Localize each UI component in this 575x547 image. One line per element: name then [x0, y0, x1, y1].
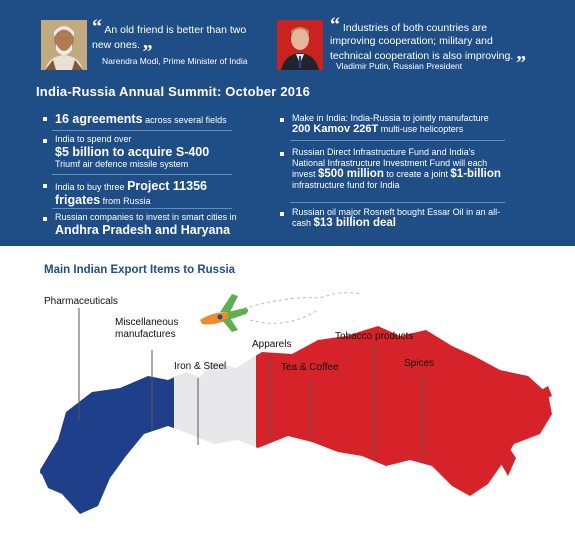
export-label-iron-steel: Iron & Steel: [174, 361, 227, 372]
open-quote-icon: “: [330, 14, 340, 36]
airplane-icon: [198, 290, 250, 334]
fact-smart-cities: Russian companies to invest in smart cities in Andhra Pradesh and Haryana: [55, 212, 237, 237]
fact-s400: India to spend over $5 billion to acquire S-400 Triumf air defence missile system: [55, 134, 210, 169]
bullet-icon: [43, 184, 47, 188]
bullet-icon: [43, 139, 47, 143]
bullet-icon: [43, 117, 47, 121]
bullet-icon: [280, 212, 284, 216]
summit-banner: [0, 0, 575, 246]
russia-flag-map: [0, 280, 575, 547]
export-label-misc-manufactures: Miscellaneous manufactures: [115, 317, 179, 340]
divider: [52, 130, 232, 131]
export-label-apparels: Apparels: [252, 339, 292, 350]
modi-photo: [41, 20, 87, 70]
fact-agreements: 16 agreements across several fields: [55, 112, 227, 126]
export-label-pharmaceuticals: Pharmaceuticals: [44, 296, 118, 307]
bullet-icon: [280, 152, 284, 156]
putin-photo: [277, 20, 323, 70]
divider: [290, 140, 505, 141]
putin-attribution: Vladimir Putin, Russian President: [336, 61, 463, 71]
bullet-icon: [43, 217, 47, 221]
export-label-tobacco: Tobacco products: [335, 331, 414, 342]
divider: [52, 174, 232, 175]
open-quote-icon: “: [92, 16, 102, 38]
export-label-spices: Spices: [404, 358, 435, 369]
close-quote-icon: „: [516, 42, 527, 64]
divider: [290, 202, 505, 203]
close-quote-icon: „: [142, 31, 153, 53]
fact-helicopters: Make in India: India-Russia to jointly manufacture 200 Kamov 226T multi-use helicopters: [292, 113, 489, 135]
modi-attribution: Narendra Modi, Prime Minister of India: [102, 56, 248, 66]
bullet-icon: [280, 118, 284, 122]
summit-title: India-Russia Annual Summit: October 2016: [36, 84, 311, 99]
exports-title: Main Indian Export Items to Russia: [44, 264, 236, 276]
fact-rosneft: Russian oil major Rosneft bought Essar Oil in an all-cash $13 billion deal: [292, 207, 501, 229]
divider: [52, 208, 232, 209]
modi-quote: “ An old friend is better than two new ones. „: [92, 16, 247, 53]
fact-infrastructure-fund: Russian Direct Infrastructure Fund and India's National Infrastructure Investment Fund will each invest $500 million to create a joint $1-billion infrastructure fund for India: [292, 147, 501, 190]
fact-frigates: India to buy three Project 11356 frigates from Russia: [55, 179, 207, 207]
putin-quote: “ Industries of both countries are improving cooperation; military and technical cooperation is also improving. „: [330, 14, 527, 64]
export-label-tea-coffee: Tea & Coffee: [281, 362, 339, 373]
